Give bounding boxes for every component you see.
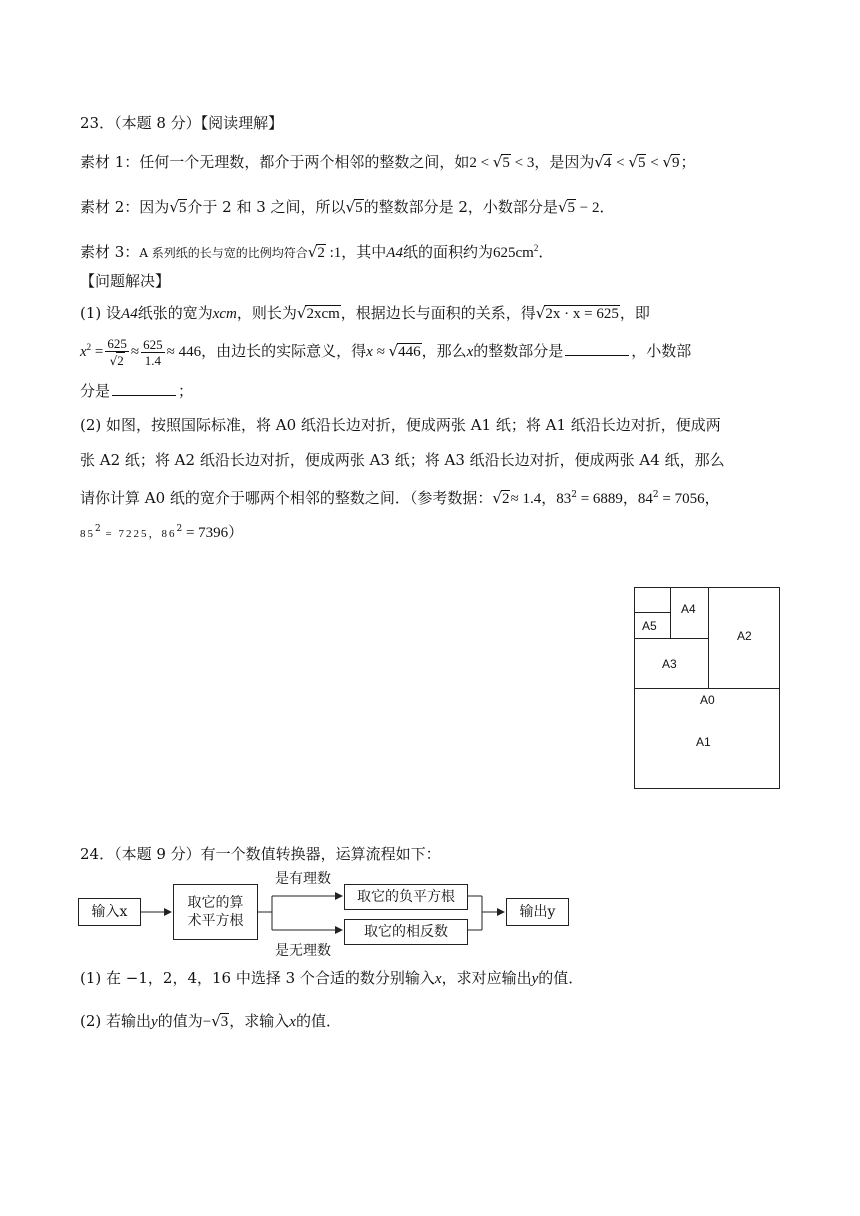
q24-part-1: (1) 在 −1，2，4，16 中选择 3 个合适的数分别输入x，求对应输出y的值．: [80, 969, 584, 987]
material-3-b: A 系列纸的长与宽的比例均符合: [139, 246, 308, 260]
a3-label: A3: [662, 657, 677, 671]
a1-region: [634, 688, 780, 789]
a2-region: [708, 587, 780, 689]
q23-header: 23．（本题 8 分）【阅读理解】: [80, 114, 284, 132]
q24-p2-c: ，求输入: [229, 1012, 290, 1030]
sqrt-box-line-2: 术平方根: [187, 913, 244, 929]
a3-region: [634, 638, 709, 689]
part-2-line-2: 张 A2 纸；将 A2 纸沿长边对折，便成两张 A3 纸；将 A3 纸沿长边对折，便成两张 A4 纸，那么: [80, 451, 725, 469]
material-1-mid: ，是因为: [534, 153, 595, 171]
x-approx: x ≈ √446: [366, 342, 421, 360]
answer-blank-2[interactable]: [112, 381, 176, 396]
equation-2: $x^2$ = $\frac{625}{√2}$ ≈ $\frac{625}{1.4}$ ≈ 446: [80, 336, 202, 369]
part-2-line-1: (2) 如图，按照国际标准，将 A0 纸沿长边对折，便成两张 A1 纸；将 A1 纸沿长边对折，便成两: [80, 416, 721, 434]
paper-size-diagram: [634, 587, 780, 789]
p1-d: ，根据边长与面积的关系，得: [340, 304, 536, 322]
sqrt-box-line-1: 取它的算: [187, 895, 244, 911]
material-2-b: 介于 2 和 3 之间，所以: [187, 198, 346, 216]
neg-sqrt3: −√3: [202, 1012, 229, 1030]
part-1-line-2: $x^2$ = $\frac{625}{√2}$ ≈ $\frac{625}{1.4}$ ≈ 446，由边长的实际意义，得x ≈ √446，那么x的整数部分是 ，小数部: [80, 336, 692, 369]
a4-region: [670, 587, 709, 639]
width-var: xcm: [212, 306, 237, 322]
q24-p1-b: ，求对应输出: [441, 969, 532, 987]
opposite-box: 取它的相反数: [344, 919, 468, 945]
q24-p2-b: 的值为: [157, 1012, 203, 1030]
equation-1: √2x · x = 625: [535, 304, 619, 322]
q24-part-2: (2) 若输出y的值为−√3，求输入x的值．: [80, 1012, 341, 1030]
material-3-c: ，其中: [341, 243, 387, 261]
p2-c: 的整数部分是: [473, 342, 564, 360]
flowchart: [76, 864, 576, 964]
rational-label: 是有理数: [275, 871, 331, 887]
p1-c: ，则长为: [236, 304, 297, 322]
q24-p1-a: (1) 在 −1，2，4，16 中选择 3 个合适的数分别输入: [80, 969, 435, 987]
a4-label: A4: [681, 602, 696, 616]
area-value: $625cm^2$: [492, 243, 539, 261]
material-1-text: 素材 1：任何一个无理数，都介于两个相邻的整数之间，如: [80, 153, 470, 171]
a2-label: A2: [737, 629, 752, 643]
neg-sqrt-box: 取它的负平方根: [344, 884, 468, 910]
sqrt-box: [173, 884, 258, 940]
q24-p2-d: 的值．: [295, 1012, 341, 1030]
a4-label: A4: [386, 245, 403, 261]
input-box: 输入x: [78, 898, 141, 926]
output-box: 输出y: [506, 898, 569, 926]
material-2-c: 的整数部分是 2，小数部分是: [363, 198, 558, 216]
material-1: 素材 1：任何一个无理数，都介于两个相邻的整数之间，如2 < √5 < 3，是因为√4 < √5 < √9；: [80, 153, 696, 171]
material-3: 素材 3：A 系列纸的长与宽的比例均符合√2 :1，其中A4纸的面积约为$625cm^2$．: [80, 243, 554, 261]
material-2-a: 素材 2：因为: [80, 198, 170, 216]
part-2-line-4: $85^2 = 7225$，$86^2 = 7396$）: [80, 524, 244, 541]
p2-a: ，由边长的实际意义，得: [201, 342, 367, 360]
decimal-part: √5 − 2: [557, 198, 600, 216]
p3: 分是: [80, 382, 111, 400]
irrational-label: 是无理数: [275, 943, 331, 959]
a1-label: A1: [696, 735, 711, 749]
length-var: √2xcm: [296, 304, 340, 322]
q24-p2-a: (2) 若输出: [80, 1012, 152, 1030]
sqrt5: √5: [169, 198, 187, 216]
p2-b: ，那么: [421, 342, 467, 360]
material-3-d: 纸的面积约为: [402, 243, 493, 261]
a5-region: [634, 612, 671, 639]
a0-label: A0: [700, 693, 715, 707]
ratio: √2 :1: [307, 243, 342, 261]
solve-header: 【问题解决】: [80, 272, 171, 290]
q24-header: 24．（本题 9 分）有一个数值转换器，运算流程如下：: [80, 845, 441, 863]
material-2: 素材 2：因为√5介于 2 和 3 之间，所以√5的整数部分是 2，小数部分是√5 − 2．: [80, 198, 615, 216]
a5-label: A5: [642, 619, 657, 633]
part-2-line-3: 请你计算 A0 纸的宽介于哪两个相邻的整数之间．（参考数据：√2≈ 1.4，$83^2 = 6889$，$84^2 = 7056$，: [80, 489, 720, 507]
p1-b: 纸张的宽为: [137, 304, 213, 322]
inequality-2: √4 < √5 < √9: [594, 153, 680, 171]
p2-d: ，小数部: [631, 342, 692, 360]
p1-e: ，即: [619, 304, 650, 322]
q24-p1-c: 的值．: [538, 969, 584, 987]
part-1-line-1: (1) 设A4纸张的宽为xcm，则长为√2xcm，根据边长与面积的关系，得√2x · x = 625，即: [80, 304, 650, 322]
p1-a: (1) 设: [80, 304, 122, 322]
inequality-1: 2 < √5 < 3: [469, 153, 535, 171]
material-3-a: 素材 3：: [80, 243, 140, 261]
answer-blank-1[interactable]: [565, 341, 629, 356]
part-1-line-3: 分是 ；: [80, 382, 194, 400]
